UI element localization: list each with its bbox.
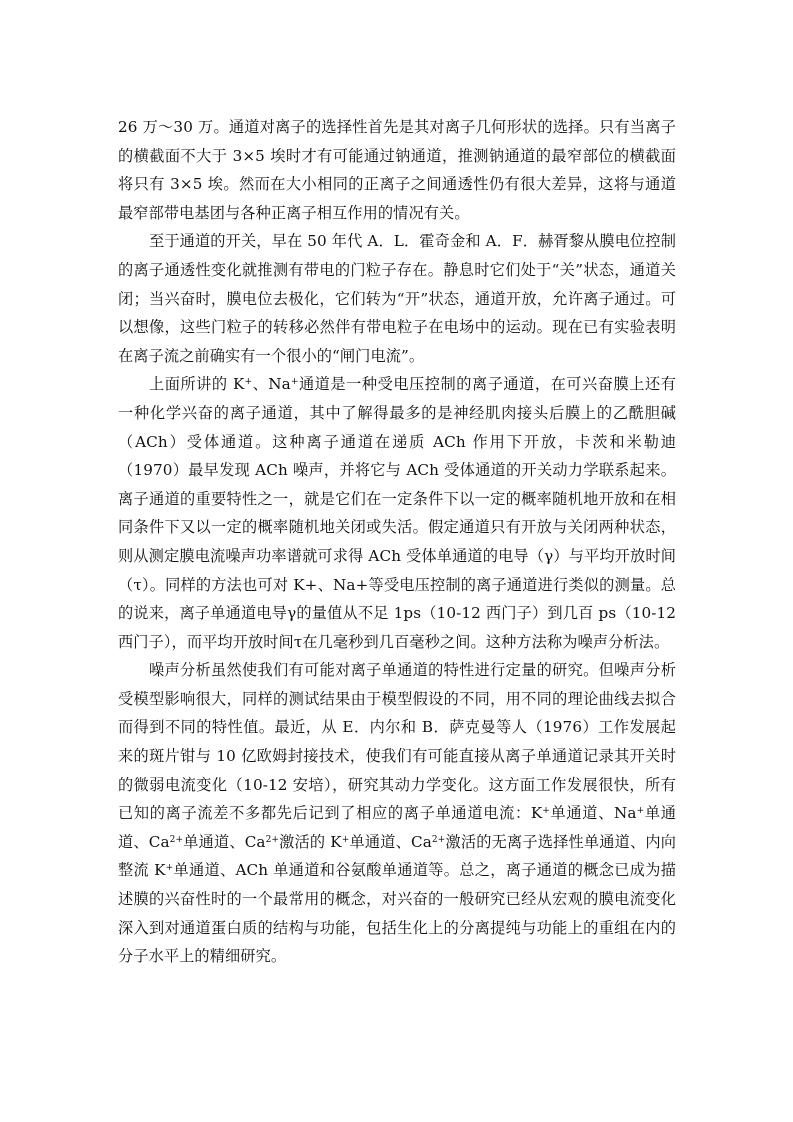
text-run: 单通道、Ca [349,832,432,851]
superscript-charge: + [244,377,253,388]
superscript-charge: + [341,834,350,845]
paragraph-ion-selectivity [118,113,676,227]
text-run: 激活的无离子选择性单通道、内向整流 K [118,832,677,880]
text-run: 通道是一种受电压控制的离子通道，在可兴奋膜上还有一种化学兴奋的离子通道，其中了解得最多的是神经肌肉接头后膜上的乙酰胆碱（ACh）受体通道。这种离子通道在递质 ACh 作用下开放，卡茨和米勒迪（1970）最早发现 ACh 噪声，并将它与 ACh 受体通道的开关动力学联系起来。离子通道的重要特性之一，就是它们在一定条件下以一定的概率随机地开放和在相同条件下又以一定的概率随机地关闭或失活。假定通道只有开放与关闭两种状态，则从测定膜电流噪声功率谱就可求得 ACh 受体单通道的电导（γ）与平均开放时间（τ）。同样的方法也可对 K+、Na+等受电压控制的离子通道进行类似的测量。总的说来，离子单通道电导γ的量值从不足 1ps（10-12 西门子）到几百 ps（10-12 西门子），而平均开放时间τ在几毫秒到几百毫秒之间。这种方法称为噪声分析法。 [118,375,676,651]
document-page [118,113,676,971]
superscript-charge: 2+ [265,834,280,845]
text-run: 、Na [252,375,291,394]
superscript-charge: + [636,806,645,817]
paragraph-ach-receptor-noise-analysis [118,370,676,656]
text-run: 上面所讲的 K [149,375,245,394]
paragraph-channel-gating [118,227,676,370]
paragraph-patch-clamp [118,656,676,971]
text-run: 单通道、Ca [183,832,266,851]
text-run: 26 万～30 万。通道对离子的选择性首先是其对离子几何形状的选择。只有当离子的横截面不大于 3×5 埃时才有可能通过钠通道，推测钠通道的最窄部位的横截面将只有 3×5 埃。然而在大小相同的正离子之间通透性仍有很大差异，这将与通道最窄部带电基团与各种正离子相互作用的情况有关。 [118,118,676,222]
superscript-charge: 2+ [169,834,184,845]
text-run: 激活的 K [279,832,342,851]
text-run: 单通道、Na [549,804,637,823]
superscript-charge: 2+ [431,834,446,845]
text-run: 噪声分析虽然使我们有可能对离子单通道的特性进行定量的研究。但噪声分析受模型影响很大，同样的测试结果由于模型假设的不同，用不同的理论曲线去拟合而得到不同的特性值。最近，从 E．内尔和 B．萨克曼等人（1976）工作发展起来的斑片钳与 10 亿欧姆封接技术，使我们有可能直接从离子单通道记录其开关时的微弱电流变化（10-12 安培），研究其动力学变化。这方面工作发展很快，所有已知的离子流差不多都先后记到了相应的离子单通道电流：K [118,661,676,823]
text-run: 至于通道的开关，早在 50 年代 A．L．霍奇金和 A．F．赫胥黎从膜电位控制的离子通透性变化就推测有带电的门粒子存在。静息时它们处于“关”状态，通道关闭；当兴奋时，膜电位去极化，它们转为“开”状态，通道开放，允许离子通过。可以想像，这些门粒子的转移必然伴有带电粒子在电场中的运动。现在已有实验表明在离子流之前确实有一个很小的“闸门电流”。 [118,232,676,365]
text-run: 单通道、ACh 单通道和谷氨酸单通道等。总之，离子通道的概念已成为描述膜的兴奋性时的一个最常用的概念，对兴奋的一般研究已经从宏观的膜电流变化深入到对通道蛋白质的结构与功能，包括生化上的分离提纯与功能上的重组在内的分子水平上的精细研究。 [118,861,676,966]
superscript-charge: + [290,377,299,388]
text-run: 单通道、Ca [118,804,677,851]
superscript-charge: + [542,806,550,817]
superscript-charge: + [165,863,174,874]
